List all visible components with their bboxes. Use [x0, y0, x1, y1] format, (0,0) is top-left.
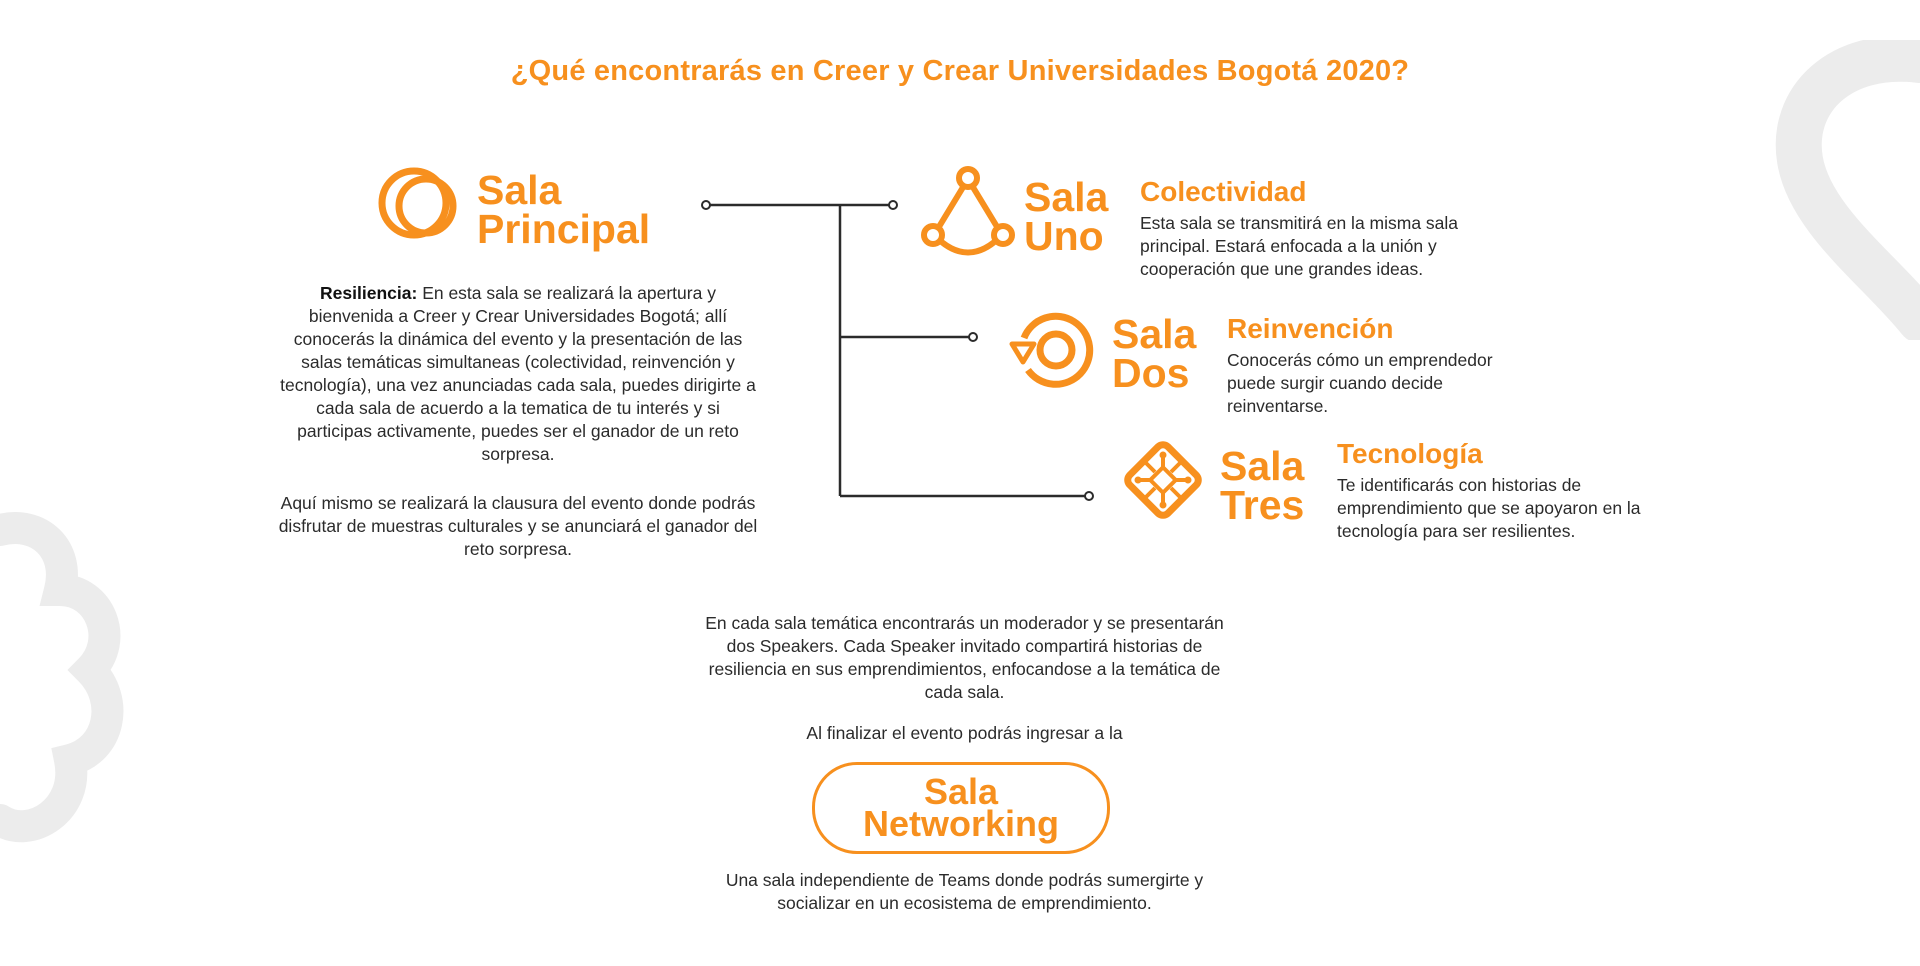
sala-principal-lead: Resiliencia: [320, 283, 418, 303]
moderator-text: En cada sala temática encontrarás un moderador y se presentarán dos Speakers. Cada Speaker invitado compartirá historias de resiliencia en sus emprendimientos, enfocandose a la temática de cada sala. [705, 613, 1224, 702]
sala-tres-sala: Sala [1220, 443, 1305, 489]
networking-description: Una sala independiente de Teams donde podrás sumergirte y socializar en un ecosistema de emprendimiento. [725, 870, 1204, 913]
sala-uno-logo [920, 165, 1016, 262]
sala-uno-theme: Colectividad [1140, 176, 1307, 207]
sala-tres-description: Te identificarás con historias de emprendimiento que se apoyaron en la tecnología para ser resilientes. [1337, 475, 1641, 541]
sala-tres-name: Tres [1220, 482, 1305, 528]
sala-networking-badge[interactable] [812, 762, 1110, 854]
sala-principal-heading [477, 167, 651, 252]
sala-tres-logo [1118, 435, 1208, 530]
sala-tres-heading [1220, 443, 1305, 528]
sala-uno-heading [1024, 174, 1109, 259]
sala-uno-name: Uno [1024, 213, 1104, 259]
networking-sala: Sala [923, 771, 999, 812]
sala-uno-sala: Sala [1024, 174, 1109, 220]
sala-dos-logo [1008, 308, 1094, 397]
refresh-icon [1008, 308, 1094, 392]
sala-principal-p2: Aquí mismo se realizará la clausura del evento donde podrás disfrutar de muestras culturales y se anunciará el ganador del reto sorpresa. [278, 493, 758, 559]
finalize-text: Al finalizar el evento podrás ingresar a la [806, 723, 1123, 743]
sala-principal-name: Principal [477, 206, 651, 252]
networking-name: Networking [862, 803, 1059, 844]
sala-tres-theme: Tecnología [1337, 438, 1483, 469]
sala-principal-logo [378, 165, 462, 248]
sala-dos-name: Dos [1112, 350, 1190, 396]
sala-principal-description [277, 282, 759, 561]
page-title: ¿Qué encontrarás en Creer y Crear Universidades Bogotá 2020? [510, 55, 1410, 87]
sala-principal-sala: Sala [477, 167, 562, 213]
sala-uno-description: Esta sala se transmitirá en la misma sala principal. Estará enfocada a la unión y cooperación que une grandes ideas. [1140, 213, 1459, 279]
sala-dos-heading [1112, 311, 1197, 396]
sala-principal-p1-wrap [277, 282, 759, 466]
sala-dos-theme: Reinvención [1227, 313, 1394, 344]
triangle-nodes-icon [920, 165, 1016, 257]
sala-dos-sala: Sala [1112, 311, 1197, 357]
rings-icon [378, 165, 462, 243]
circuit-chip-icon [1118, 435, 1208, 525]
sala-principal-p1: En esta sala se realizará la apertura y bienvenida a Creer y Crear Universidades Bogotá; allí conocerás la dinámica del evento y la presentación de las salas temáticas simultaneas (colectividad, reinvención y tecnología), una vez anunciadas cada sala, puedes dirigirte a cada sala de acuerdo a la tematica de tu interés y si participas activamente, puedes ser el ganador de un reto sorpresa. [280, 283, 756, 464]
sala-dos-description: Conocerás cómo un emprendedor puede surgir cuando decide reinventarse. [1227, 350, 1493, 416]
